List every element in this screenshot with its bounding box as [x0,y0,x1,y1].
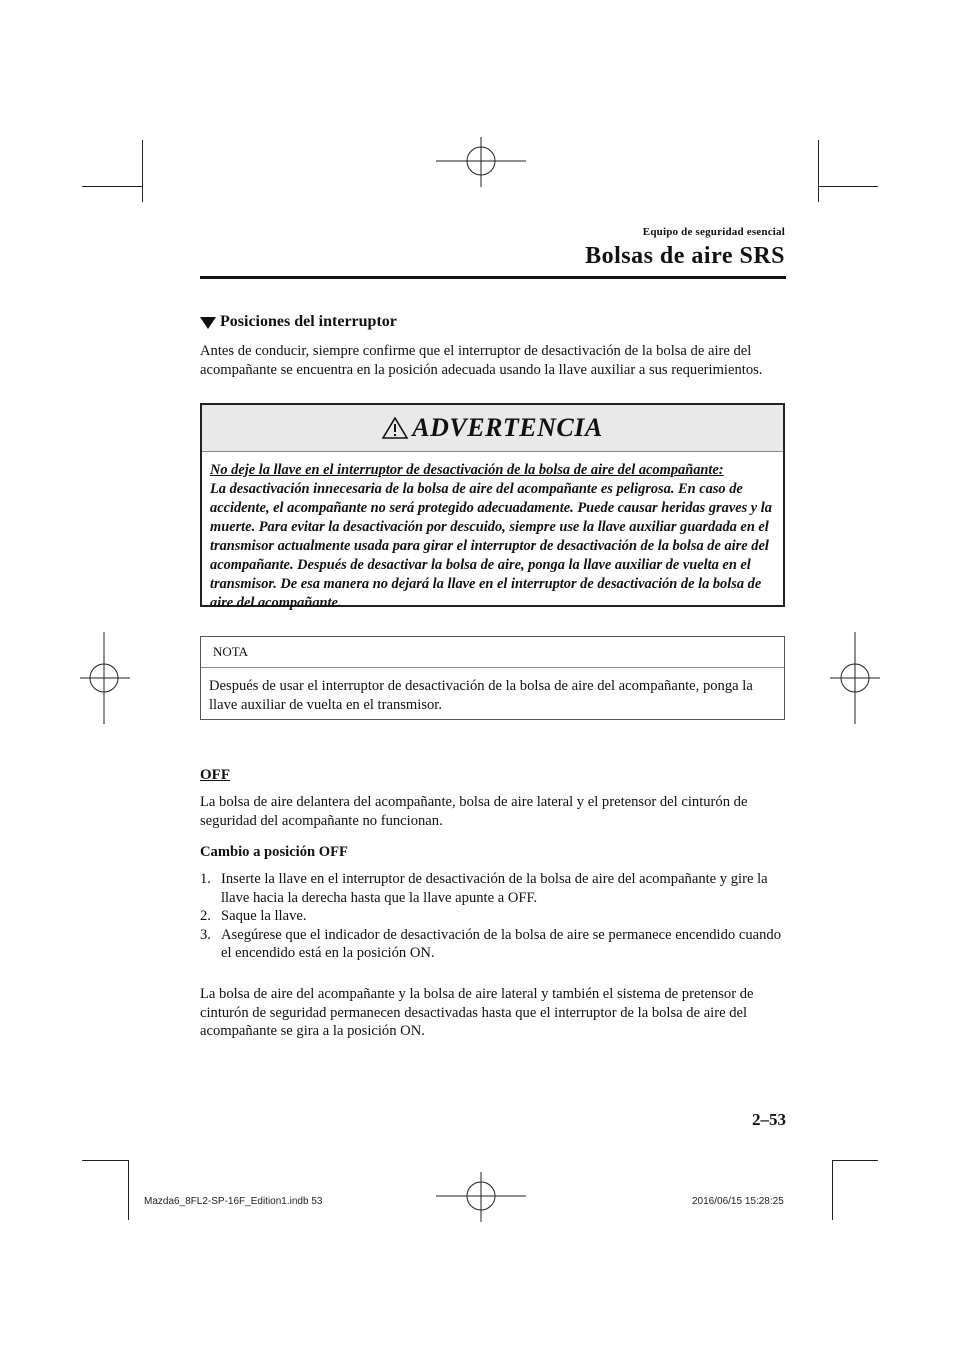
warning-box [200,403,785,611]
footer-timestamp: 2016/06/15 15:28:25 [692,1196,784,1207]
off-steps-list [200,870,785,963]
triangle-down-icon [200,317,216,329]
step-text: Inserte la llave en el interruptor de desactivación de la bolsa de aire del acompañante y gire la llave hacia la derecha hasta que la llave apunte a OFF. [221,871,768,906]
step-number: 2. [200,908,211,924]
section-title [200,313,397,331]
warning-header [202,405,783,452]
warning-triangle-icon [382,417,408,439]
header-section-label: Equipo de seguridad esencial [642,226,785,238]
intro-paragraph: Antes de conducir, siempre confirme que el interruptor de desactivación de la bolsa de aire del acompañante se encuentra en la posición adecuada usando la llave auxiliar a sus requerimientos. [200,343,763,378]
page-number: 2–53 [752,1110,786,1129]
off-heading: OFF [200,767,230,783]
off-subheading: Cambio a posición OFF [200,844,348,860]
header-title: Bolsas de aire SRS [585,243,785,269]
warning-body [202,452,783,613]
list-item [200,907,785,926]
header-rule [200,276,786,279]
off-closing-paragraph: La bolsa de aire del acompañante y la bolsa de aire lateral y también el sistema de pretensor de cinturón de seguridad permanecen desactivadas hasta que el interruptor de la bolsa de aire del acompañante se gira a la posición ON. [200,986,754,1039]
footer-file: Mazda6_8FL2-SP-16F_Edition1.indb 53 [144,1196,323,1207]
off-description: La bolsa de aire delantera del acompañante, bolsa de aire lateral y el pretensor del cinturón de seguridad del acompañante no funcionan. [200,794,748,829]
registration-target-top-icon [436,137,526,187]
registration-target-right-icon [830,632,880,724]
warning-lead: No deje la llave en el interruptor de desactivación de la bolsa de aire del acompañante: [210,462,724,478]
list-item [200,870,785,907]
list-item [200,926,785,963]
note-body: Después de usar el interruptor de desactivación de la bolsa de aire del acompañante, ponga la llave auxiliar de vuelta en el transmisor. [209,678,753,713]
step-text: Asegúrese que el indicador de desactivación de la bolsa de aire se permanece encendido cuando el encendido está en la posición ON. [221,926,781,961]
step-text: Saque la llave. [221,908,307,924]
note-header: NOTA [201,637,784,668]
section-title-text: Posiciones del interruptor [220,313,397,330]
warning-text: La desactivación innecesaria de la bolsa de aire del acompañante es peligrosa. En caso de accidente, el acompañante no será protegido adecuadamente. Puede causar heridas graves y la muerte. Para evitar la desactivación por descuido, siempre use la llave auxiliar guardada en el transmisor actualmente usada para girar el interruptor de desactivación de la bolsa de aire del acompañante. Después de desactivar la bolsa de aire, ponga la llave auxiliar de vuelta en el transmisor. De esa manera no dejará la llave en el interruptor de desactivación de la bolsa de aire del acompañante. [210,481,772,611]
step-number: 3. [200,926,211,943]
note-box [200,636,785,720]
step-number: 1. [200,871,211,887]
registration-target-bottom-icon [436,1172,526,1222]
registration-target-left-icon [80,632,130,724]
warning-title: ADVERTENCIA [412,413,603,442]
